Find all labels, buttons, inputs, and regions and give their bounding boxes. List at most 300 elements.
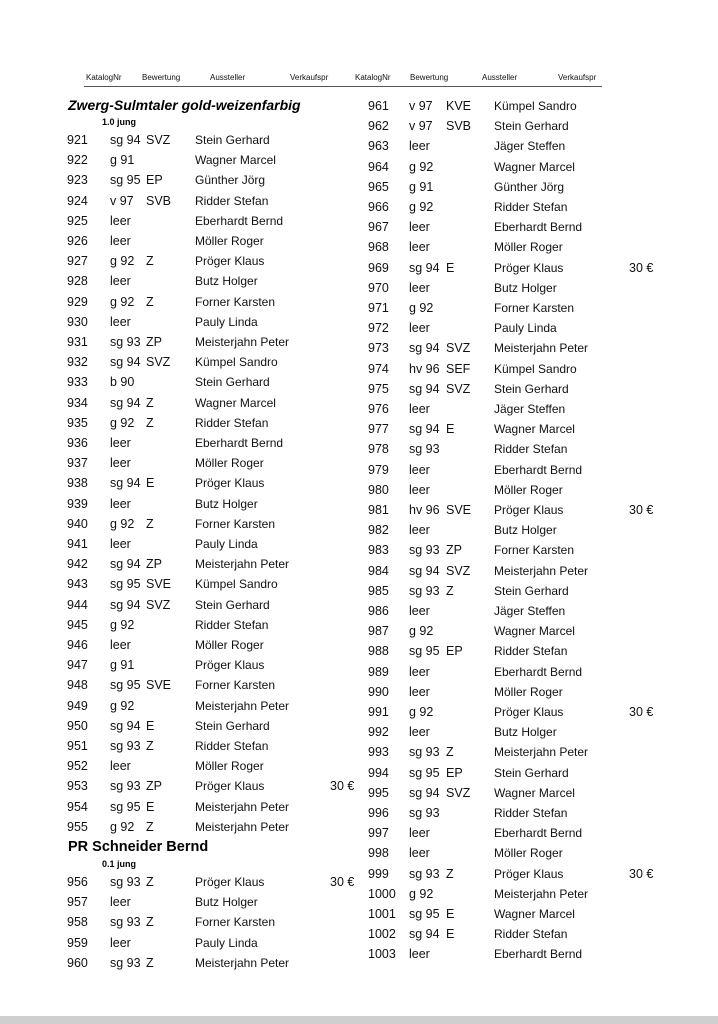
catalog-number: 988 [368, 644, 389, 659]
award: Z [146, 516, 154, 531]
catalog-number: 978 [368, 442, 389, 457]
catalog-number: 948 [67, 678, 88, 693]
catalog-number: 934 [67, 395, 88, 410]
grade: leer [409, 664, 430, 679]
catalog-number: 974 [368, 361, 389, 376]
award: E [446, 422, 455, 437]
exhibitor: Eberhardt Bernd [494, 947, 583, 962]
catalog-number: 921 [67, 133, 88, 147]
catalog-number: 937 [67, 456, 88, 471]
award: SVZ [446, 381, 471, 396]
catalog-number: 977 [368, 422, 389, 437]
header-bewertung: Bewertung [142, 73, 181, 82]
exhibitor: Jäger Steffen [494, 604, 566, 618]
exhibitor: Meisterjahn Peter [494, 886, 589, 901]
catalog-number: 994 [368, 765, 389, 780]
grade: g 92 [110, 516, 135, 531]
exhibitor: Möller Roger [195, 638, 264, 652]
grade: leer [110, 496, 131, 511]
exhibitor: Pröger Klaus [195, 779, 265, 794]
catalog-number: 949 [67, 698, 88, 713]
grade: g 92 [110, 294, 135, 309]
exhibitor: Butz Holger [494, 280, 557, 295]
exhibitor: Möller Roger [195, 759, 264, 774]
catalog-number: 928 [67, 274, 88, 289]
grade: sg 95 [409, 644, 440, 659]
grade: sg 94 [409, 341, 440, 356]
exhibitor: Wagner Marcel [195, 395, 276, 410]
catalog-number: 942 [67, 557, 88, 572]
catalog-number: 958 [67, 915, 88, 930]
catalog-number: 966 [368, 200, 389, 214]
exhibitor: Ridder Stefan [195, 617, 269, 632]
catalog-number: 944 [67, 597, 88, 612]
exhibitor: Butz Holger [195, 895, 258, 910]
grade: leer [409, 280, 430, 295]
exhibitor: Pröger Klaus [494, 503, 564, 517]
award: Z [146, 875, 154, 889]
exhibitor: Wagner Marcel [494, 907, 575, 921]
exhibitor: Pröger Klaus [195, 875, 265, 889]
grade: g 92 [409, 200, 434, 214]
exhibitor: Meisterjahn Peter [195, 955, 290, 970]
exhibitor: Ridder Stefan [494, 806, 568, 820]
award: Z [146, 739, 154, 753]
award: KVE [446, 99, 472, 113]
exhibitor: Stein Gerhard [195, 375, 270, 390]
exhibitor: Forner Karsten [195, 516, 276, 531]
catalog-number: 923 [67, 173, 88, 188]
sale-price: 30 € [629, 503, 654, 517]
award: E [146, 799, 155, 814]
grade: sg 94 [409, 785, 440, 800]
grade: sg 93 [110, 875, 141, 889]
sale-price: 30 € [330, 779, 355, 794]
grade: hv 96 [409, 361, 440, 376]
grade: sg 94 [409, 927, 440, 942]
catalog-number: 953 [67, 779, 88, 794]
award: SEF [446, 361, 471, 376]
award: Z [446, 866, 454, 881]
catalog-number: 998 [368, 846, 389, 861]
award: ZP [146, 335, 162, 349]
catalog-number: 939 [67, 496, 88, 511]
award: EP [146, 173, 163, 188]
section-title: PR Schneider Bernd [68, 839, 209, 855]
grade: v 97 [409, 99, 433, 113]
grade: leer [110, 759, 131, 774]
grade: sg 94 [409, 563, 440, 578]
exhibitor: Ridder Stefan [195, 739, 269, 753]
catalog-number: 965 [368, 179, 389, 194]
exhibitor: Kümpel Sandro [195, 355, 278, 370]
grade: leer [110, 234, 131, 248]
exhibitor: Meisterjahn Peter [195, 335, 290, 349]
exhibitor: Stein Gerhard [494, 765, 569, 780]
catalog-number: 957 [67, 895, 88, 910]
header-divider [84, 86, 602, 87]
exhibitor: Forner Karsten [494, 301, 575, 315]
grade: g 91 [110, 153, 135, 168]
grade: b 90 [110, 375, 135, 390]
catalog-number: 955 [67, 819, 88, 834]
award: Z [146, 819, 154, 834]
grade: sg 93 [110, 955, 141, 970]
award: SVB [446, 119, 472, 134]
award: Z [446, 583, 454, 598]
award: E [446, 907, 455, 921]
catalog-number: 990 [368, 684, 389, 699]
grade: leer [409, 139, 430, 154]
grade: v 97 [110, 193, 134, 208]
award: SVB [146, 193, 172, 208]
exhibitor: Ridder Stefan [494, 200, 568, 214]
exhibitor: Kümpel Sandro [494, 99, 577, 113]
exhibitor: Pröger Klaus [195, 658, 265, 673]
award: Z [146, 294, 154, 309]
grade: leer [110, 456, 131, 471]
exhibitor: Wagner Marcel [494, 422, 575, 437]
grade: sg 95 [110, 577, 141, 592]
catalog-number: 932 [67, 355, 88, 370]
catalog-number: 961 [368, 99, 389, 113]
grade: g 92 [409, 159, 434, 174]
exhibitor: Ridder Stefan [494, 927, 568, 942]
award: E [446, 260, 455, 275]
exhibitor: Eberhardt Bernd [494, 462, 583, 477]
award: SVE [146, 678, 172, 693]
catalog-number: 983 [368, 543, 389, 558]
exhibitor: Meisterjahn Peter [494, 341, 589, 356]
award: SVZ [446, 341, 471, 356]
award: ZP [146, 779, 162, 794]
grade: sg 94 [409, 381, 440, 396]
catalog-number: 950 [67, 718, 88, 733]
header-bewertung: Bewertung [410, 73, 449, 82]
exhibitor: Jäger Steffen [494, 139, 566, 154]
exhibitor: Kümpel Sandro [494, 361, 577, 376]
section-subtitle: 1.0 jung [102, 117, 137, 127]
catalog-number: 976 [368, 402, 389, 416]
grade: leer [110, 436, 131, 450]
catalog-number: 987 [368, 624, 389, 639]
exhibitor: Möller Roger [494, 684, 563, 699]
exhibitor: Möller Roger [494, 846, 563, 861]
catalog-number: 931 [67, 335, 88, 349]
catalog-number: 963 [368, 139, 389, 154]
grade: g 91 [409, 179, 434, 194]
grade: leer [409, 402, 430, 416]
grade: sg 93 [110, 779, 141, 794]
catalog-number: 927 [67, 254, 88, 269]
exhibitor: Eberhardt Bernd [195, 436, 284, 450]
exhibitor: Möller Roger [494, 240, 563, 255]
grade: sg 95 [110, 799, 141, 814]
grade: sg 95 [409, 765, 440, 780]
grade: sg 94 [409, 260, 440, 275]
catalog-number: 941 [67, 537, 88, 551]
exhibitor: Ridder Stefan [195, 193, 269, 208]
grade: leer [409, 826, 430, 841]
sale-price: 30 € [330, 875, 355, 889]
grade: g 92 [110, 617, 135, 632]
award: ZP [146, 557, 162, 572]
exhibitor: Stein Gerhard [195, 133, 270, 147]
exhibitor: Pauly Linda [195, 935, 258, 950]
grade: g 92 [110, 819, 135, 834]
exhibitor: Pröger Klaus [494, 260, 564, 275]
header-verkaufspreis: Verkaufspr [290, 73, 329, 82]
award: SVZ [146, 597, 171, 612]
catalog-number: 952 [67, 759, 88, 774]
grade: sg 94 [110, 557, 141, 572]
catalog-number: 989 [368, 664, 389, 679]
catalog-number: 924 [67, 193, 88, 208]
exhibitor: Butz Holger [195, 496, 258, 511]
grade: leer [409, 947, 430, 962]
grade: sg 94 [110, 355, 141, 370]
award: E [146, 476, 155, 491]
grade: sg 93 [110, 739, 141, 753]
section-title: Zwerg-Sulmtaler gold-weizenfarbig [68, 97, 301, 113]
grade: g 92 [110, 254, 135, 269]
catalog-number: 968 [368, 240, 389, 255]
catalog-number: 956 [67, 875, 88, 889]
catalog-number: 938 [67, 476, 88, 491]
exhibitor: Möller Roger [195, 234, 264, 248]
catalog-number: 970 [368, 280, 389, 295]
exhibitor: Stein Gerhard [195, 718, 270, 733]
grade: sg 94 [110, 476, 141, 491]
award: SVZ [446, 563, 471, 578]
catalog-number: 1002 [368, 927, 396, 942]
catalog-number: 997 [368, 826, 389, 841]
award: ZP [446, 543, 462, 558]
exhibitor: Pauly Linda [195, 314, 258, 329]
grade: sg 93 [409, 806, 440, 820]
catalog-number: 933 [67, 375, 88, 390]
catalog-number: 982 [368, 523, 389, 538]
grade: leer [110, 213, 131, 228]
page-bottom-edge [0, 1016, 718, 1024]
catalog-number: 985 [368, 583, 389, 598]
exhibitor: Meisterjahn Peter [195, 819, 290, 834]
grade: leer [409, 462, 430, 477]
catalog-number: 972 [368, 321, 389, 336]
award: SVE [146, 577, 172, 592]
grade: sg 94 [110, 718, 141, 733]
award: Z [146, 415, 154, 430]
catalog-number: 926 [67, 234, 88, 248]
grade: hv 96 [409, 503, 440, 517]
exhibitor: Eberhardt Bernd [494, 220, 583, 235]
grade: leer [409, 523, 430, 538]
exhibitor: Pröger Klaus [494, 705, 564, 719]
award: Z [146, 915, 154, 930]
grade: g 91 [110, 658, 135, 673]
exhibitor: Forner Karsten [195, 294, 276, 309]
catalog-number: 991 [368, 705, 389, 719]
catalog-number: 954 [67, 799, 88, 814]
exhibitor: Möller Roger [195, 456, 264, 471]
catalog-number: 945 [67, 617, 88, 632]
exhibitor: Butz Holger [195, 274, 258, 289]
catalog-number: 940 [67, 516, 88, 531]
exhibitor: Butz Holger [494, 523, 557, 538]
grade: sg 94 [110, 395, 141, 410]
catalog-number: 993 [368, 745, 389, 760]
award: Z [146, 395, 154, 410]
award: E [446, 927, 455, 942]
catalog-number: 959 [67, 935, 88, 950]
exhibitor: Forner Karsten [195, 678, 276, 693]
exhibitor: Pröger Klaus [195, 476, 265, 491]
exhibitor: Stein Gerhard [494, 583, 569, 598]
catalog-number: 951 [67, 739, 88, 753]
catalog-number: 962 [368, 119, 389, 134]
exhibitor: Meisterjahn Peter [494, 745, 589, 760]
grade: sg 93 [409, 866, 440, 881]
exhibitor: Günther Jörg [195, 173, 266, 188]
sale-price: 30 € [629, 260, 654, 275]
catalog-number: 947 [67, 658, 88, 673]
exhibitor: Wagner Marcel [494, 785, 575, 800]
exhibitor: Stein Gerhard [195, 597, 270, 612]
catalog-number: 981 [368, 503, 389, 517]
exhibitor: Pauly Linda [195, 537, 258, 551]
sale-price: 30 € [629, 705, 654, 719]
catalog-number: 995 [368, 785, 389, 800]
award: SVE [446, 503, 472, 517]
exhibitor: Ridder Stefan [494, 644, 568, 659]
grade: g 92 [409, 886, 434, 901]
exhibitor: Ridder Stefan [494, 442, 568, 457]
grade: sg 95 [110, 173, 141, 188]
grade: sg 93 [409, 442, 440, 457]
exhibitor: Meisterjahn Peter [494, 563, 589, 578]
grade: g 92 [409, 624, 434, 639]
exhibitor: Eberhardt Bernd [195, 213, 284, 228]
grade: sg 93 [409, 745, 440, 760]
catalog-number: 1001 [368, 907, 396, 921]
catalog-number: 943 [67, 577, 88, 592]
catalog-number: 969 [368, 260, 389, 275]
grade: g 92 [409, 301, 434, 315]
grade: leer [409, 220, 430, 235]
exhibitor: Meisterjahn Peter [195, 799, 290, 814]
exhibitor: Möller Roger [494, 482, 563, 497]
exhibitor: Pröger Klaus [494, 866, 564, 881]
award: E [146, 718, 155, 733]
grade: leer [409, 684, 430, 699]
exhibitor: Eberhardt Bernd [494, 826, 583, 841]
catalog-number: 925 [67, 213, 88, 228]
grade: leer [110, 314, 131, 329]
exhibitor: Jäger Steffen [494, 402, 566, 416]
exhibitor: Eberhardt Bernd [494, 664, 583, 679]
exhibitor: Günther Jörg [494, 179, 565, 194]
grade: leer [409, 604, 430, 618]
catalog-number: 936 [67, 436, 88, 450]
catalog-number: 999 [368, 866, 389, 881]
catalog-number: 1003 [368, 947, 396, 962]
grade: leer [409, 482, 430, 497]
exhibitor: Pröger Klaus [195, 254, 265, 269]
exhibitor: Meisterjahn Peter [195, 698, 290, 713]
grade: leer [409, 321, 430, 336]
award: SVZ [146, 133, 171, 147]
grade: sg 93 [110, 335, 141, 349]
award: Z [146, 254, 154, 269]
exhibitor: Ridder Stefan [195, 415, 269, 430]
grade: sg 94 [409, 422, 440, 437]
exhibitor: Forner Karsten [494, 543, 575, 558]
grade: sg 94 [110, 597, 141, 612]
catalog-number: 973 [368, 341, 389, 356]
catalog-number: 971 [368, 301, 389, 315]
exhibitor: Pauly Linda [494, 321, 557, 336]
catalog-number: 980 [368, 482, 389, 497]
catalog-number: 930 [67, 314, 88, 329]
exhibitor: Butz Holger [494, 725, 557, 740]
grade: g 92 [110, 415, 135, 430]
grade: sg 93 [409, 583, 440, 598]
catalog-number: 975 [368, 381, 389, 396]
header-katalognr: KatalogNr [355, 73, 391, 82]
catalog-number: 922 [67, 153, 88, 168]
grade: leer [110, 895, 131, 910]
grade: leer [110, 638, 131, 652]
grade: leer [409, 846, 430, 861]
grade: sg 94 [110, 133, 141, 147]
grade: g 92 [409, 705, 434, 719]
grade: leer [110, 935, 131, 950]
catalog-number: 935 [67, 415, 88, 430]
grade: g 92 [110, 698, 135, 713]
exhibitor: Wagner Marcel [494, 159, 575, 174]
sale-price: 30 € [629, 866, 654, 881]
grade: leer [110, 537, 131, 551]
award: Z [146, 955, 154, 970]
catalog-number: 984 [368, 563, 389, 578]
header-aussteller: Aussteller [482, 73, 518, 82]
catalog-number: 986 [368, 604, 389, 618]
exhibitor: Wagner Marcel [195, 153, 276, 168]
exhibitor: Stein Gerhard [494, 381, 569, 396]
grade: sg 93 [409, 543, 440, 558]
grade: sg 93 [110, 915, 141, 930]
award: SVZ [446, 785, 471, 800]
exhibitor: Kümpel Sandro [195, 577, 278, 592]
header-verkaufspreis: Verkaufspr [558, 73, 597, 82]
catalog-number: 946 [67, 638, 88, 652]
exhibitor: Meisterjahn Peter [195, 557, 290, 572]
catalog-number: 992 [368, 725, 389, 740]
exhibitor: Forner Karsten [195, 915, 276, 930]
catalog-number: 979 [368, 462, 389, 477]
section-subtitle: 0.1 jung [102, 859, 137, 869]
award: EP [446, 765, 463, 780]
grade: sg 95 [110, 678, 141, 693]
grade: v 97 [409, 119, 433, 134]
exhibitor: Wagner Marcel [494, 624, 575, 639]
grade: leer [409, 240, 430, 255]
grade: sg 95 [409, 907, 440, 921]
grade: leer [409, 725, 430, 740]
award: SVZ [146, 355, 171, 370]
catalog-number: 960 [67, 955, 88, 970]
award: EP [446, 644, 463, 659]
